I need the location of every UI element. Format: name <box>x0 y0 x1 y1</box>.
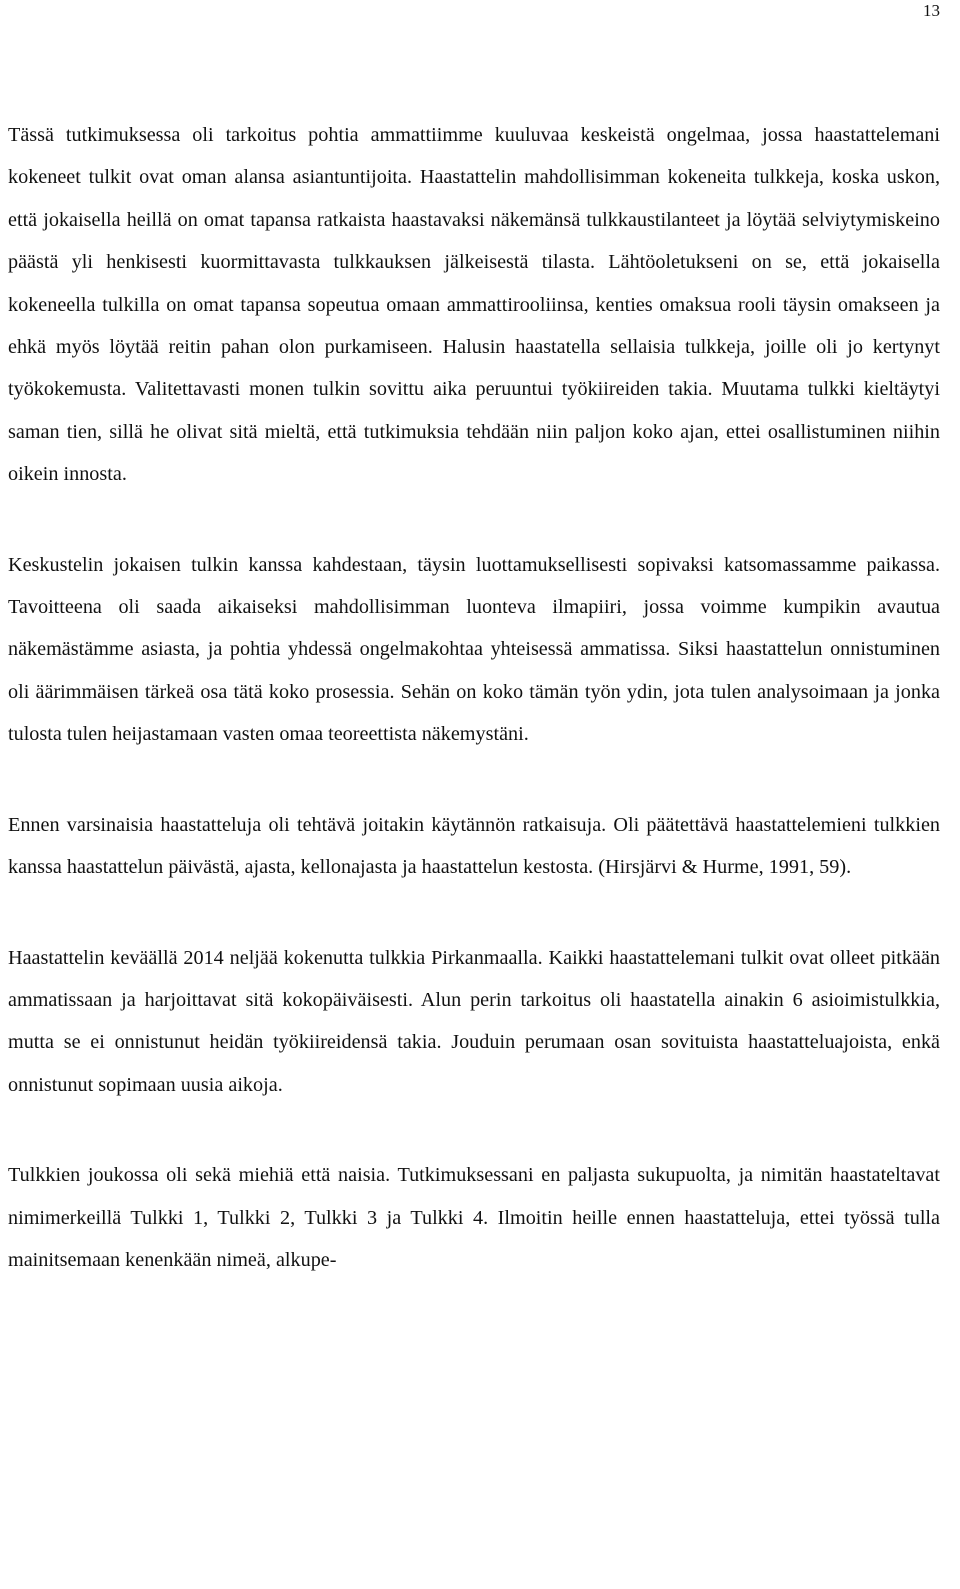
paragraph-5: Tulkkien joukossa oli sekä miehiä että naisia. Tutkimuksessani en paljasta sukupuolta, ja nimitän haastateltavat nimimerkeillä Tulkki 1, Tulkki 2, Tulkki 3 ja Tulkki 4. Ilmoitin heille ennen haastatteluja, ettei työssä tulla mainitsemaan kenenkään nimeä, alkupe- <box>8 1164 940 1271</box>
paragraph-3: Ennen varsinaisia haastatteluja oli tehtävä joitakin käytännön ratkaisuja. Oli päätettävä haastattelemieni tulkkien kanssa haastattelun päivästä, ajasta, kellonajasta ja haastattelun kestosta. (Hirsjärvi & Hurme, 1991, 59). <box>8 813 940 879</box>
paragraph-4: Haastattelin keväällä 2014 neljää kokenutta tulkkia Pirkanmaalla. Kaikki haastattelemani tulkit ovat olleet pitkään ammatissaan ja harjoittavat sitä kokopäiväisesti. Alun perin tarkoitus oli haastatella ainakin 6 asioimistulkkia, mutta se ei onnistunut heidän työkiireidensä takia. Jouduin perumaan osan sovituista haastatteluajoista, enkä onnistunut sopimaan uusia aikoja. <box>8 946 940 1096</box>
document-body <box>8 114 940 1329</box>
paragraph-2: Keskustelin jokaisen tulkin kanssa kahdestaan, täysin luottamuksellisesti sopivaksi katsomassamme paikassa. Tavoitteena oli saada aikaiseksi mahdollisimman luonteva ilmapiiri, jossa voimme kumpikin avautua näkemästämme asiasta, ja pohtia yhdessä ongelmakohtaa yhteisessä ammatissa. Siksi haastattelun onnistuminen oli äärimmäisen tärkeä osa tätä koko prosessia. Sehän on koko tämän työn ydin, jota tulen analysoimaan ja jonka tulosta tulen heijastamaan vasten omaa teoreettista näkemystäni. <box>8 553 940 746</box>
page-number: 13 <box>923 1 940 20</box>
paragraph-1: Tässä tutkimuksessa oli tarkoitus pohtia ammattiimme kuuluvaa keskeistä ongelmaa, jossa haastattelemani kokeneet tulkit ovat oman alansa asiantuntijoita. Haastattelin mahdollisimman kokeneita tulkkeja, koska uskon, että jokaisella heillä on omat tapansa ratkaista haastavaksi näkemänsä tulkkaustilanteet ja löytää selviytymiskeino päästä yli henkisesti kuormittavasta tulkkauksen jälkeisestä tilasta. Lähtöoletukseni on se, että jokaisella kokeneella tulkilla on omat tapansa sopeutua omaan ammattirooliinsa, kenties omaksua rooli täysin omakseen ja ehkä myös löytää reitin pahan olon purkamiseen. Halusin haastatella sellaisia tulkkeja, joille oli jo kertynyt työkokemusta. Valitettavasti monen tulkin sovittu aika peruuntui työkiireiden takia. Muutama tulkki kieltäytyi saman tien, sillä he olivat sitä mieltä, että tutkimuksia tehdään niin paljon koko ajan, ettei osallistuminen niihin oikein innosta. <box>8 124 940 486</box>
